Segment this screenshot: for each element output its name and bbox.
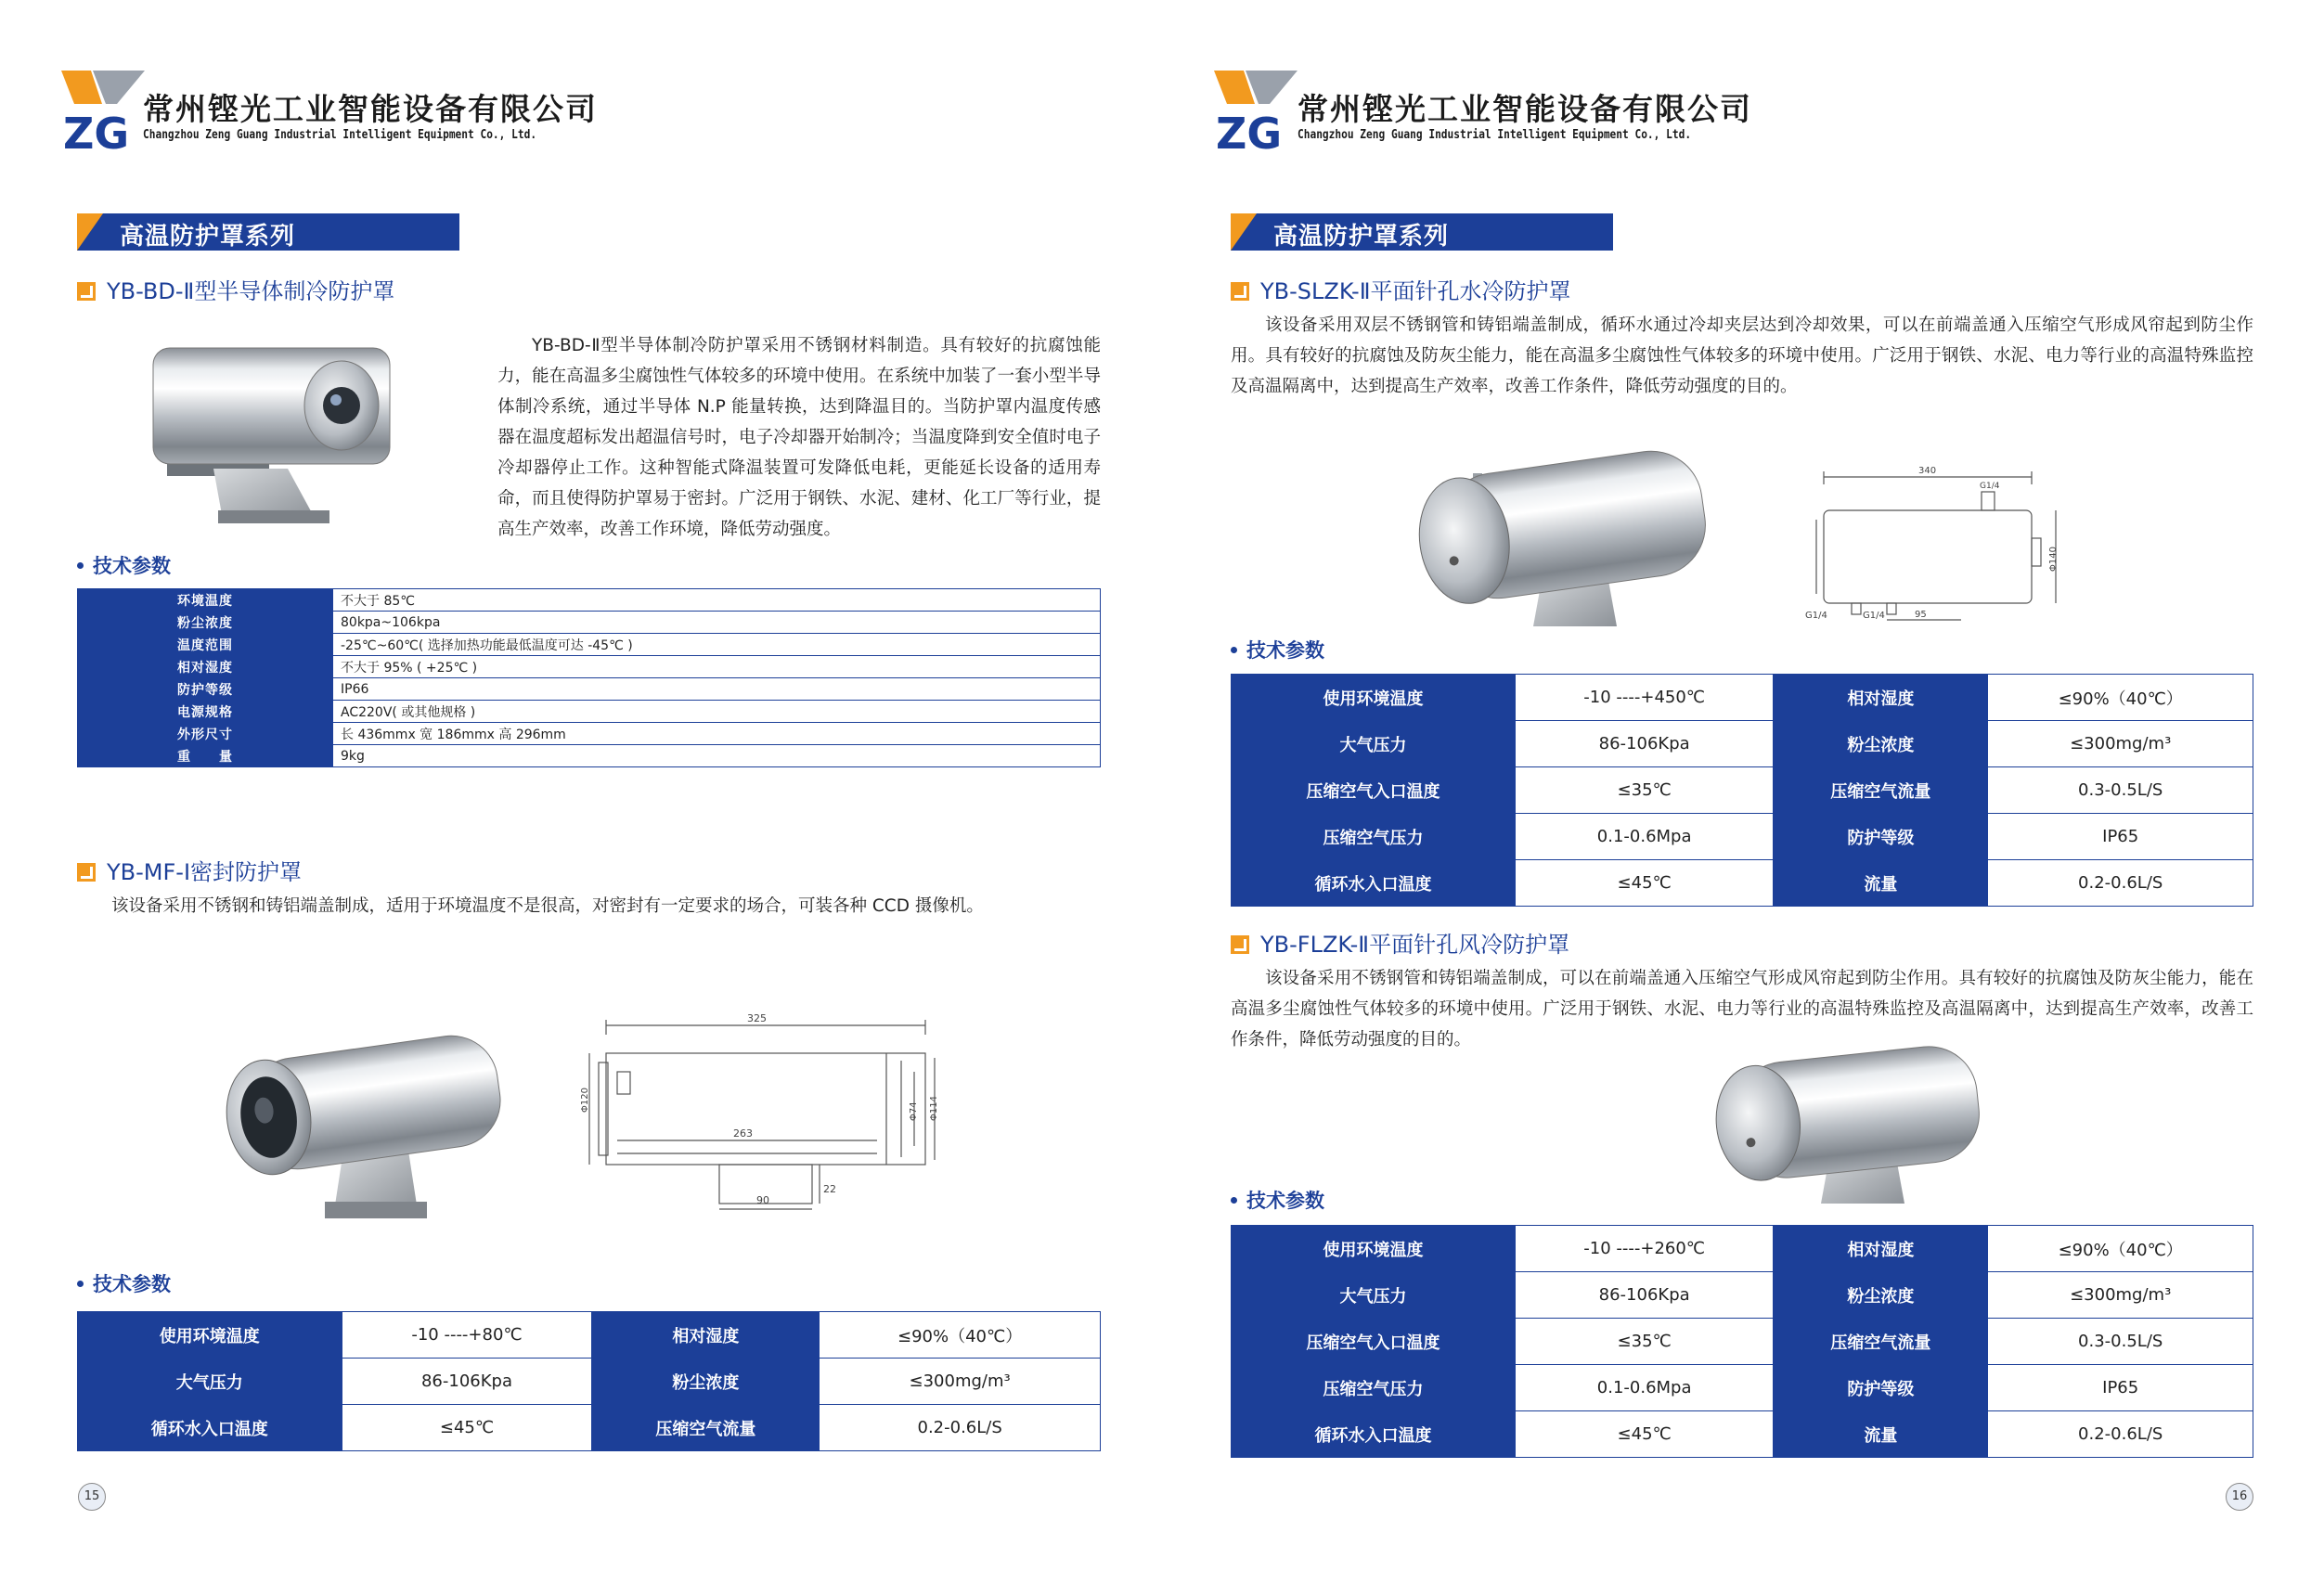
dim-label: Φ140 — [2048, 547, 2059, 572]
desc-mf: 该设备采用不锈钢和铸铝端盖制成，适用于环境温度不是很高，对密封有一定要求的场合，可装各种 CCD 摄像机。 — [111, 896, 984, 916]
params-title-bd: 技术参数 — [77, 551, 171, 579]
table-row: 防护等级 IP66 — [78, 678, 1101, 701]
arrow-icon — [1231, 935, 1249, 954]
table-row: 使用环境温度 -10 ----+260℃ 相对湿度 ≤90%（40℃） — [1232, 1226, 2253, 1272]
table-row: 外形尺寸 长 436mmx 宽 186mmx 高 296mm — [78, 723, 1101, 745]
drawing-mf — [580, 1007, 947, 1216]
banner-title: 高温防护罩系列 — [1273, 223, 1450, 251]
dim-label: 90 — [756, 1194, 769, 1206]
banner-accent — [77, 213, 103, 251]
company-logo-icon — [61, 67, 145, 152]
page-number: 15 — [78, 1483, 106, 1511]
table-row: 粉尘浓度 80kpa~106kpa — [78, 612, 1101, 634]
params-title-mf: 技术参数 — [77, 1269, 171, 1297]
table-row: 循环水入口温度 ≤45℃ 流量 0.2-0.6L/S — [1232, 1411, 2253, 1458]
table-row: 重 量 9kg — [78, 745, 1101, 767]
series-banner — [77, 213, 459, 251]
params-title-flzk: 技术参数 — [1231, 1186, 1324, 1214]
dim-label: Φ114 — [929, 1096, 939, 1121]
company-name-en: Changzhou Zeng Guang Industrial Intelligent Equipment Co., Ltd. — [1298, 128, 1692, 142]
product-photo-flzk — [1710, 1032, 1988, 1217]
company-name-en: Changzhou Zeng Guang Industrial Intelligent Equipment Co., Ltd. — [143, 128, 537, 142]
desc-bd: YB-BD-Ⅱ型半导体制冷防护罩采用不锈钢材料制造。具有较好的抗腐蚀能力，能在高温多尘腐蚀性气体较多的环境中使用。在系统中加装了一套小型半导体制冷系统，通过半导体 N.P 能量转换，达到降温目的。当防护罩内温度传感器在温度超标发出超温信号时，电子冷却器开始制冷；当温度降到安全值时电子冷却器停止工作。这种智能式降温装置可发降低电耗，更能延长设备的适用寿命，而且使得防护罩易于密封。广泛用于钢铁、水泥、建材、化工厂等行业，提高生产效率，改善工作环境，降低劳动强度。 — [497, 336, 1101, 539]
dim-label: 325 — [747, 1012, 767, 1024]
params-title-slzk: 技术参数 — [1231, 636, 1324, 663]
dim-label: 263 — [733, 1127, 753, 1140]
dim-label: G1/4 — [1863, 611, 1885, 621]
table-row: 循环水入口温度 ≤45℃ 流量 0.2-0.6L/S — [1232, 860, 2253, 907]
section-title-slzk: YB-SLZK-Ⅱ平面针孔水冷防护罩 — [1231, 273, 1571, 305]
arrow-icon — [77, 863, 96, 882]
dim-label: 22 — [823, 1183, 836, 1195]
params-table-flzk — [1231, 1225, 2253, 1458]
company-logo-icon — [1214, 67, 1298, 152]
banner-accent — [1231, 213, 1257, 251]
dim-label: Φ74 — [909, 1101, 919, 1121]
table-row: 使用环境温度 -10 ----+450℃ 相对湿度 ≤90%（40℃） — [1232, 675, 2253, 721]
table-row: 温度范围 -25℃~60℃( 选择加热功能最低温度可达 -45℃ ) — [78, 634, 1101, 656]
params-table-slzk — [1231, 674, 2253, 907]
table-row: 压缩空气入口温度 ≤35℃ 压缩空气流量 0.3-0.5L/S — [1232, 1319, 2253, 1365]
table-row: 压缩空气压力 0.1-0.6Mpa 防护等级 IP65 — [1232, 1365, 2253, 1411]
drawing-slzk — [1798, 464, 2076, 626]
page-number: 16 — [2226, 1483, 2253, 1511]
arrow-icon — [77, 282, 96, 301]
product-photo-slzk — [1408, 436, 1714, 640]
table-row: 电源规格 AC220V( 或其他规格 ) — [78, 701, 1101, 723]
company-name-cn: 常州铿光工业智能设备有限公司 — [1298, 91, 1752, 127]
desc-flzk: 该设备采用不锈钢管和铸铝端盖制成，可以在前端盖通入压缩空气形成风帘起到防尘作用。具有较好的抗腐蚀及防灰尘能力，能在高温多尘腐蚀性气体较多的环境中使用。广泛用于钢铁、水泥、电力等行业的高温特殊监控及高温隔离中，达到提高生产效率，改善工作条件，降低劳动强度的目的。 — [1231, 969, 2253, 1050]
table-row: 环境温度 不大于 85℃ — [78, 589, 1101, 612]
page-16 — [1162, 0, 2324, 1584]
product-photo-mf — [213, 1011, 510, 1234]
dim-label: G1/4 — [1805, 611, 1827, 621]
table-row: 压缩空气入口温度 ≤35℃ 压缩空气流量 0.3-0.5L/S — [1232, 767, 2253, 814]
dim-label: G1/4 — [1980, 482, 2000, 491]
section-title-mf: YB-MF-Ⅰ密封防护罩 — [77, 854, 302, 886]
arrow-icon — [1231, 282, 1249, 301]
product-photo-bd — [130, 329, 408, 534]
table-row: 大气压力 86-106Kpa 粉尘浓度 ≤300mg/m³ — [1232, 721, 2253, 767]
table-row: 循环水入口温度 ≤45℃ 压缩空气流量 0.2-0.6L/S — [78, 1405, 1101, 1451]
params-table-bd — [77, 588, 1101, 767]
series-banner — [1231, 213, 1613, 251]
dim-label: 340 — [1918, 466, 1937, 476]
table-row: 大气压力 86-106Kpa 粉尘浓度 ≤300mg/m³ — [78, 1359, 1101, 1405]
dim-label: Φ120 — [580, 1088, 590, 1113]
section-title-bd: YB-BD-Ⅱ型半导体制冷防护罩 — [77, 273, 394, 305]
desc-slzk: 该设备采用双层不锈钢管和铸铝端盖制成，循环水通过冷却夹层达到冷却效果，可以在前端盖通入压缩空气形成风帘起到防尘作用。具有较好的抗腐蚀及防灰尘能力，能在高温多尘腐蚀性气体较多的环境中使用。广泛用于钢铁、水泥、电力等行业的高温特殊监控及高温隔离中，达到提高生产效率，改善工作条件，降低劳动强度的目的。 — [1231, 316, 2253, 396]
table-row: 压缩空气压力 0.1-0.6Mpa 防护等级 IP65 — [1232, 814, 2253, 860]
section-title-flzk: YB-FLZK-Ⅱ平面针孔风冷防护罩 — [1231, 926, 1569, 959]
company-name-cn: 常州铿光工业智能设备有限公司 — [143, 91, 598, 127]
table-row: 相对湿度 不大于 95% ( +25℃ ) — [78, 656, 1101, 678]
dim-label: 95 — [1915, 610, 1927, 620]
table-row: 使用环境温度 -10 ----+80℃ 相对湿度 ≤90%（40℃） — [78, 1312, 1101, 1359]
logo-text: ZG — [1216, 109, 1283, 152]
banner-title: 高温防护罩系列 — [120, 223, 296, 251]
params-table-mf — [77, 1311, 1101, 1451]
table-row: 大气压力 86-106Kpa 粉尘浓度 ≤300mg/m³ — [1232, 1272, 2253, 1319]
logo-text: ZG — [63, 109, 130, 152]
